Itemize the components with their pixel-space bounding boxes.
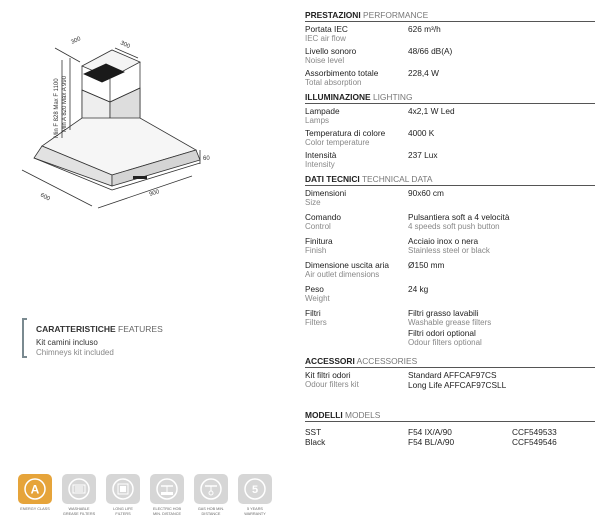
model-row-sst: SST F54 IX/A/90 CCF549533: [305, 427, 557, 437]
spec-row-control: Comando Control Pulsantiera soft a 4 velocità 4 speeds soft push button: [305, 212, 510, 231]
spec-row-outlet: Dimensione uscita aria Air outlet dimensions Ø150 mm: [305, 260, 445, 279]
svg-text:A: A: [30, 482, 40, 497]
warranty-icon: 5 5 YEARS WARRANTY: [238, 474, 272, 516]
electric-hob-distance-icon: ELECTRIC HOB MIN. DISTANCE: [150, 474, 184, 516]
section-models: MODELLI MODELS: [305, 408, 595, 422]
dim-height-max: Min A 820 Max A 990: [62, 75, 68, 132]
dim-top-a: 300: [70, 36, 82, 46]
spec-row-airflow: Portata IEC IEC air flow 626 m³/h: [305, 24, 441, 43]
gas-hob-distance-icon: GAS HOB MIN. DISTANCE: [194, 474, 228, 516]
features-chimney-kit-en: Chimneys kit included: [36, 348, 114, 357]
model-row-black: Black F54 BL/A/90 CCF549546: [305, 437, 557, 447]
section-lighting: ILLUMINAZIONE LIGHTING: [305, 90, 595, 104]
long-life-filters-icon: LONG LIFE FILTERS: [106, 474, 140, 516]
dim-width: 900: [148, 189, 161, 198]
spec-row-weight: Peso Weight 24 kg: [305, 284, 429, 303]
features-bracket: [22, 318, 27, 358]
section-performance: PRESTAZIONI PERFORMANCE: [305, 8, 595, 22]
spec-row-finish: Finitura Finish Acciaio inox o nera Stainless steel or black: [305, 236, 490, 255]
energy-class-icon: A ENERGY CLASS: [18, 474, 52, 512]
spec-row-intensity: Intensità Intensity 237 Lux: [305, 150, 438, 169]
spec-row-size: Dimensioni Size 90x60 cm: [305, 188, 444, 207]
spec-row-noise: Livello sonoro Noise level 48/66 dB(A): [305, 46, 453, 65]
spec-row-lamps: Lampade Lamps 4x2,1 W Led: [305, 106, 455, 125]
hood-technical-drawing: [0, 0, 300, 230]
feature-icons: [18, 474, 278, 524]
dim-depth: 600: [39, 192, 51, 203]
spec-row-absorption: Assorbimento totale Total absorption 228,4 W: [305, 68, 439, 87]
features-title: CARATTERISTICHE FEATURES: [36, 324, 163, 334]
section-technical: DATI TECNICI TECHNICAL DATA: [305, 172, 595, 186]
spec-row-filters: Filtri Filters Filtri grasso lavabili Washable grease filters Filtri odori optional Odour filters optional: [305, 308, 492, 347]
features-chimney-kit: Kit camini incluso: [36, 338, 98, 347]
dim-side: 60: [203, 156, 210, 162]
specs-table: [305, 8, 595, 447]
spec-row-color-temp: Temperatura di colore Color temperature 4000 K: [305, 128, 435, 147]
section-accessories: ACCESSORI ACCESSORIES: [305, 354, 595, 368]
dim-height-min: Min F 828 Max F 1100: [54, 78, 60, 138]
spec-row-odour-kit: Kit filtri odori Odour filters kit Standard AFFCAF97CS Long Life AFFCAF97CSLL: [305, 370, 507, 390]
svg-text:5: 5: [251, 484, 259, 496]
features-box: [22, 318, 222, 358]
washable-filters-icon: WASHABLE GREASE FILTERS: [62, 474, 96, 516]
dim-top-b: 300: [119, 40, 131, 51]
